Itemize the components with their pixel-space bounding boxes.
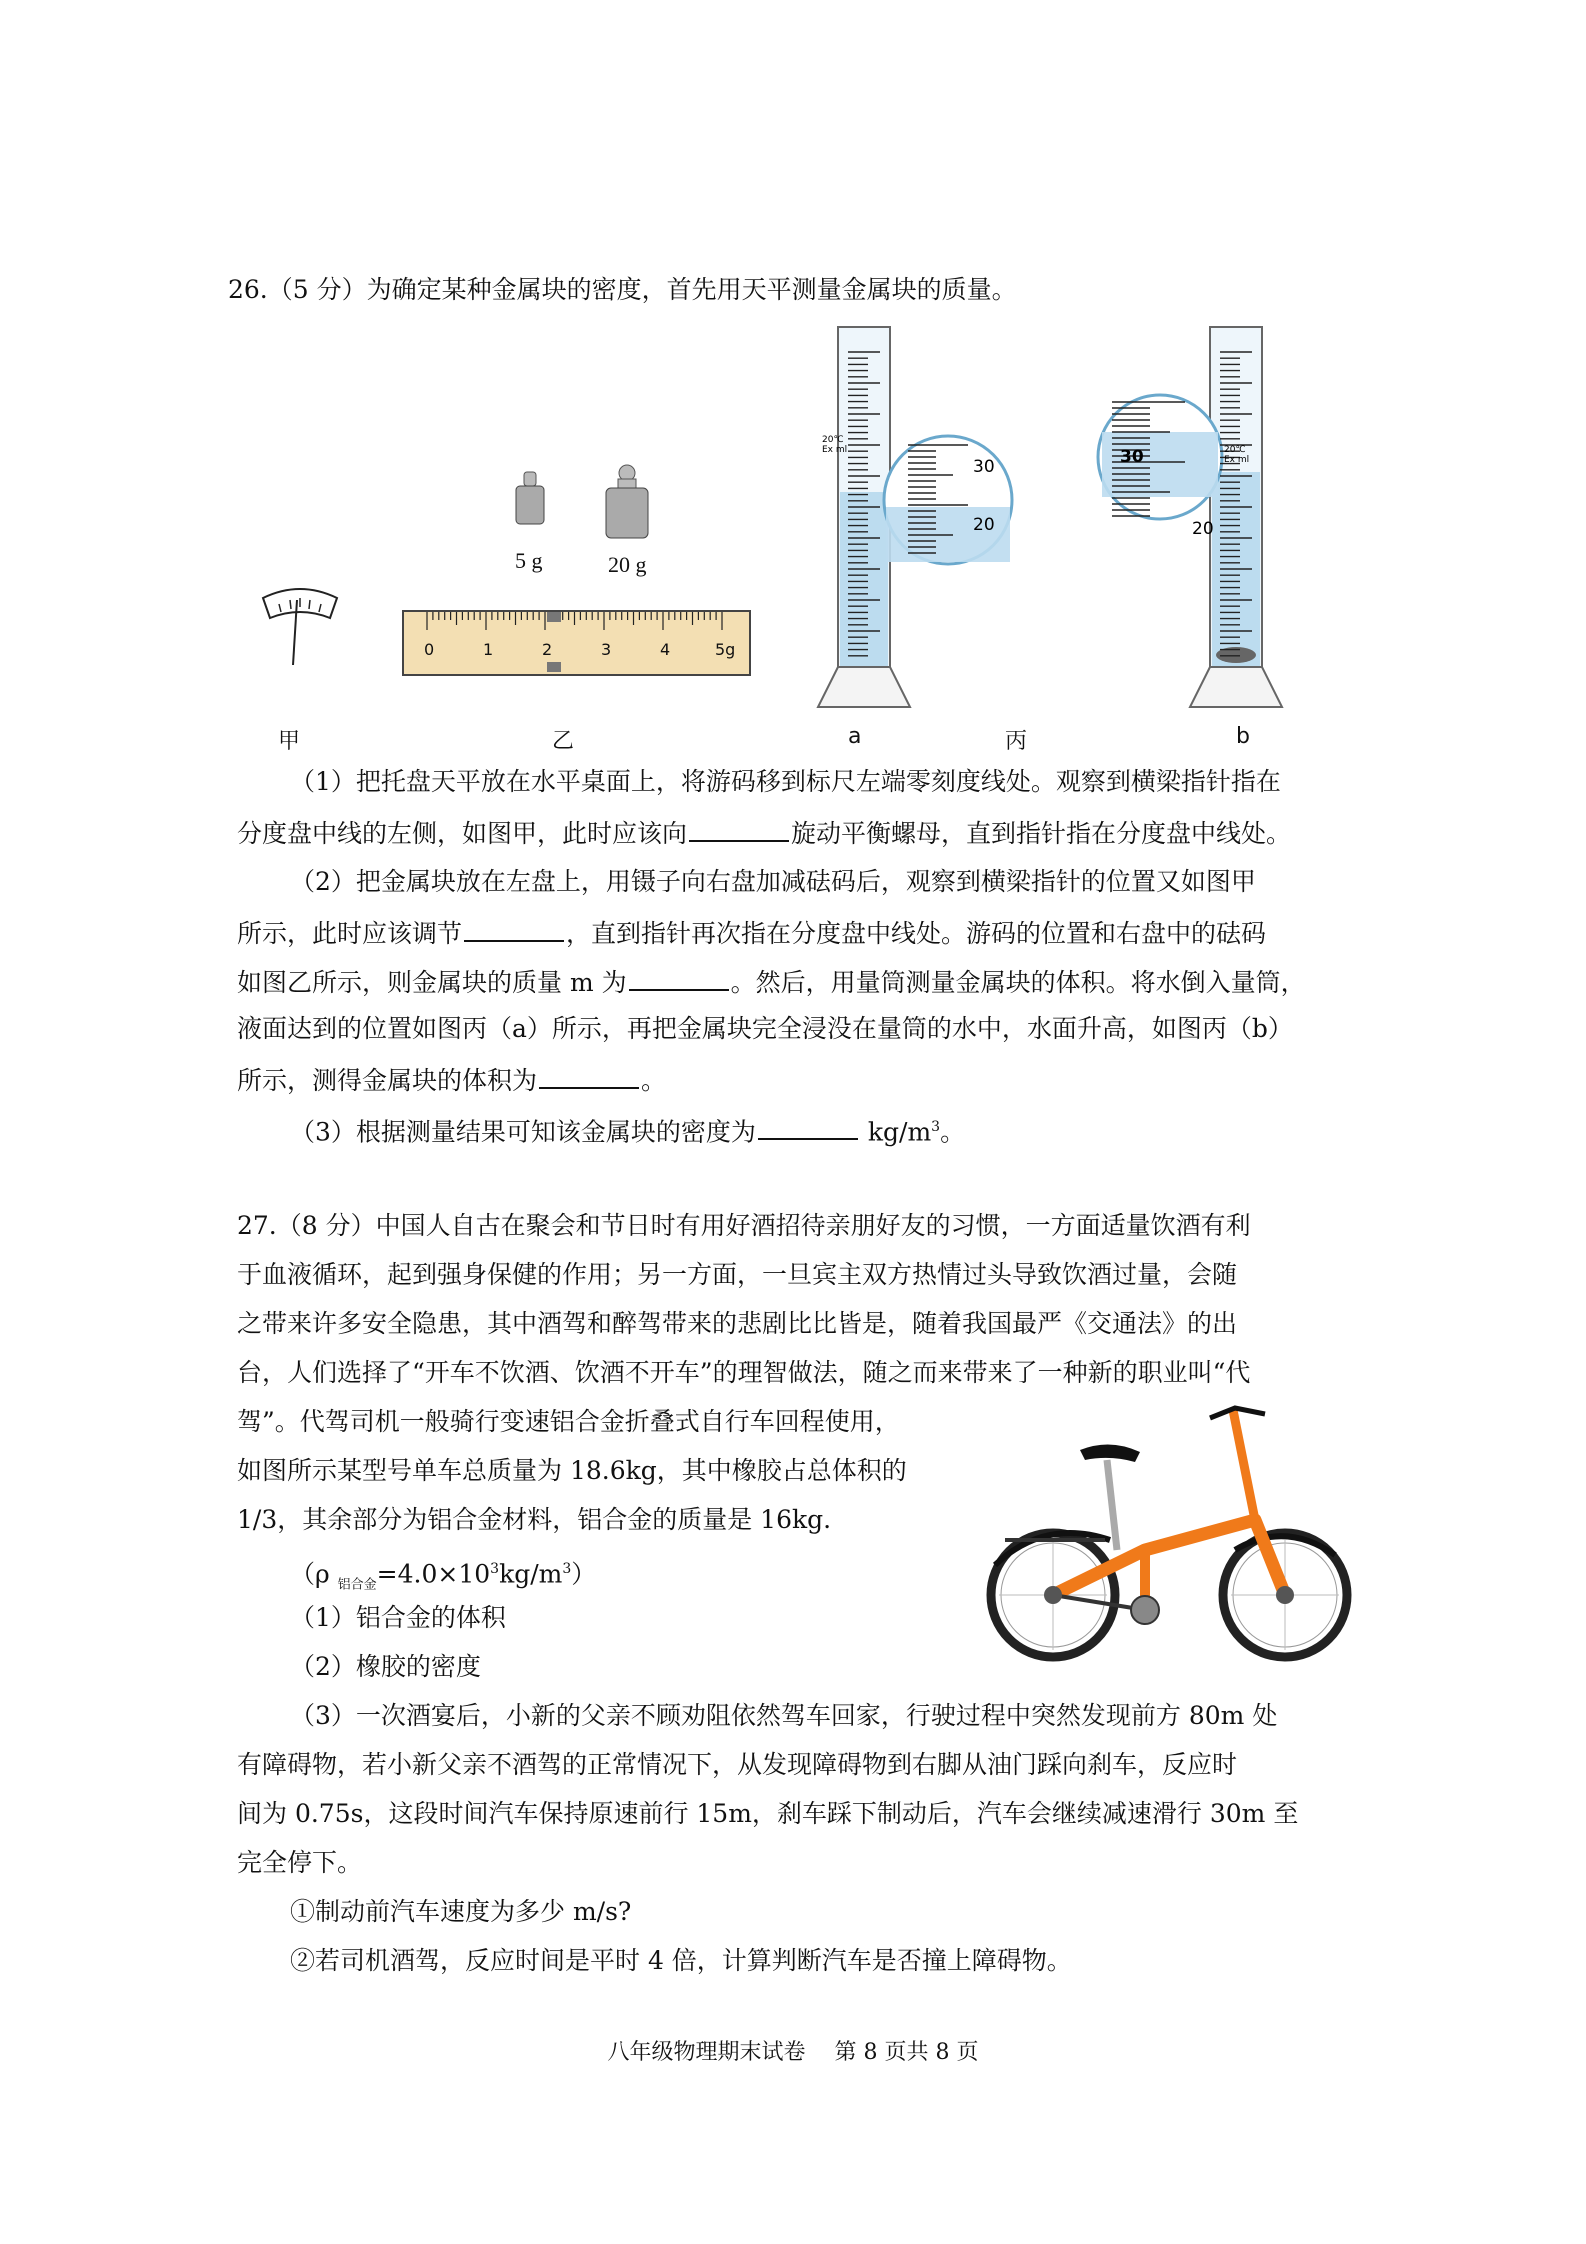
q27-line4: 台，人们选择了“开车不饮酒、饮酒不开车”的理智做法，随之而来带来了一种新的职业叫“代 <box>237 1358 1251 1387</box>
q27-sub2: （2）橡胶的密度 <box>290 1652 481 1681</box>
q26-part2-line3: 如图乙所示，则金属块的质量 m 为 。然后，用量筒测量金属块的体积。将水倒入量筒， <box>237 963 1357 1000</box>
q26-part2-line2: 所示，此时应该调节 ，直到指针再次指在分度盘中线处。游码的位置和右盘中的砝码 <box>237 914 1357 951</box>
q27-sub3-line3: 间为 0.75s，这段时间汽车保持原速前行 15m，刹车踩下制动后，汽车会继续减速滑行 30m 至 <box>237 1799 1299 1828</box>
q27-sub3-line4: 完全停下。 <box>237 1848 363 1877</box>
cylinder-b-figure <box>1090 322 1300 714</box>
q27-density-given: （ρ $_{铝合金}=4.0\times 10^3kg/m^3$） <box>290 1559 597 1593</box>
cylinder-a-mark-30: 30 <box>973 457 995 477</box>
balance-dial-figure <box>255 580 345 670</box>
ruler-tick-marks <box>404 612 749 674</box>
q27-line7: 1/3，其余部分为铝合金材料，铝合金的质量是 16kg. <box>237 1505 832 1534</box>
q27-sub1: （1）铝合金的体积 <box>290 1603 506 1632</box>
q26-part1-line2: 分度盘中线的左侧，如图甲，此时应该向 旋动平衡螺母，直到指针指在分度盘中线处。 <box>237 814 1357 851</box>
answer-blank-4[interactable] <box>539 1061 639 1089</box>
folding-bicycle-figure <box>985 1400 1363 1675</box>
cylinder-a-mark-20: 20 <box>973 515 995 535</box>
cylinder-b-mark-30: 30 <box>1120 447 1144 467</box>
svg-text:Ex ml: Ex ml <box>822 445 848 455</box>
caption-b: b <box>1236 724 1250 749</box>
weight-5g-icon <box>510 470 550 530</box>
weight-20g-label: 20 g <box>608 552 647 577</box>
svg-text:Ex ml: Ex ml <box>1224 455 1250 465</box>
q26-header: 26.（5 分）为确定某种金属块的密度，首先用天平测量金属块的质量。 <box>228 275 1017 304</box>
q27-line1: 27.（8 分）中国人自古在聚会和节日时有用好酒招待亲朋好友的习惯，一方面适量饮酒有利 <box>237 1211 1251 1240</box>
q26-part1-line1: （1）把托盘天平放在水平桌面上，将游码移到标尺左端零刻度线处。观察到横梁指针指在 <box>290 767 1281 796</box>
q27-sub3-line2: 有障碍物，若小新父亲不酒驾的正常情况下，从发现障碍物到右脚从油门踩向刹车，反应时 <box>237 1750 1238 1779</box>
answer-blank-1[interactable] <box>689 814 789 842</box>
svg-text:20℃: 20℃ <box>1224 445 1246 455</box>
ruler-label-5: 5g <box>715 640 736 659</box>
q26-part2-line5: 所示，测得金属块的体积为 。 <box>237 1061 1357 1098</box>
q27-sub3-line1: （3）一次酒宴后，小新的父亲不顾劝阻依然驾车回家，行驶过程中突然发现前方 80m 处 <box>290 1701 1278 1730</box>
cylinder-a-figure <box>808 322 1018 714</box>
q26-part3: （3）根据测量结果可知该金属块的密度为 $kg/m^3$。 <box>290 1110 1410 1149</box>
page-footer: 八年级物理期末试卷 第 8 页共 8 页 <box>607 2040 979 2065</box>
ruler-label-2: 2 <box>542 640 553 659</box>
q26-part2-line4: 液面达到的位置如图丙（a）所示，再把金属块完全浸没在量筒的水中，水面升高，如图丙（b） <box>237 1014 1293 1043</box>
q27-sub3-question2: ②若司机酒驾，反应时间是平时 4 倍，计算判断汽车是否撞上障碍物。 <box>290 1946 1072 1975</box>
ruler-label-4: 4 <box>660 640 671 659</box>
cylinder-b-mark-20: 20 <box>1192 519 1214 539</box>
ruler-label-3: 3 <box>601 640 612 659</box>
weight-5g-label: 5 g <box>515 548 543 573</box>
answer-blank-3[interactable] <box>629 963 729 991</box>
answer-blank-5[interactable] <box>758 1112 858 1140</box>
q27-line5: 驾”。代驾司机一般骑行变速铝合金折叠式自行车回程使用， <box>237 1407 900 1436</box>
q27-line2: 于血液循环，起到强身保健的作用；另一方面，一旦宾主双方热情过头导致饮酒过量，会随 <box>237 1260 1238 1289</box>
caption-bing: 丙 <box>1005 729 1028 754</box>
cylinder-a-scale-label: 20℃ <box>822 435 844 445</box>
answer-blank-2[interactable] <box>464 914 564 942</box>
caption-jia: 甲 <box>278 729 301 754</box>
caption-yi: 乙 <box>552 729 575 754</box>
ruler-label-1: 1 <box>483 640 494 659</box>
q27-line3: 之带来许多安全隐患，其中酒驾和醉驾带来的悲剧比比皆是，随着我国最严《交通法》的出 <box>237 1309 1238 1338</box>
q27-line6: 如图所示某型号单车总质量为 18.6kg，其中橡胶占总体积的 <box>237 1456 907 1485</box>
weight-20g-icon <box>600 462 654 542</box>
q27-sub3-question1: ①制动前汽车速度为多少 m/s? <box>290 1897 632 1926</box>
caption-a: a <box>848 724 862 749</box>
q26-part2-line1: （2）把金属块放在左盘上，用镊子向右盘加减砝码后，观察到横梁指针的位置又如图甲 <box>290 867 1256 896</box>
slider-ruler-figure <box>402 610 751 676</box>
ruler-label-0: 0 <box>424 640 435 659</box>
